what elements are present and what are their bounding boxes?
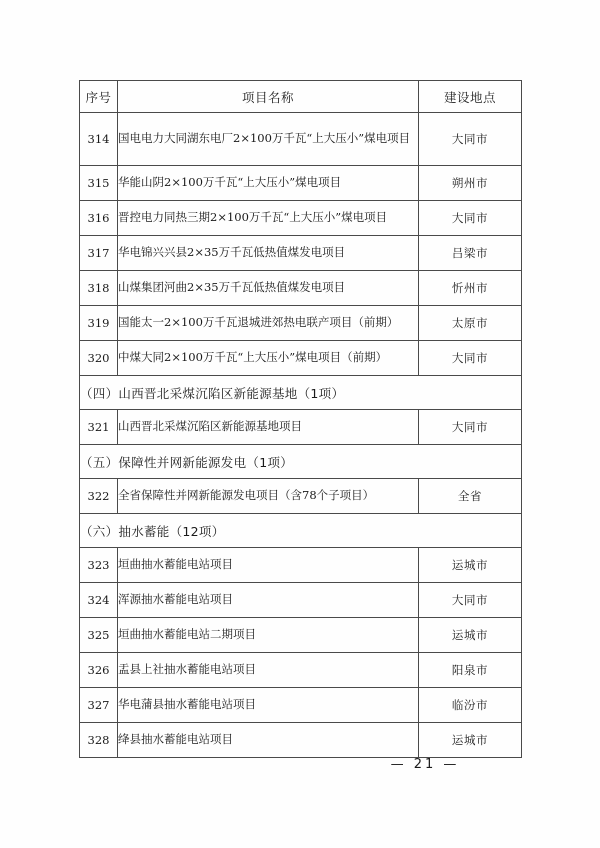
row-number: 321: [80, 410, 118, 445]
table-row: [80, 548, 522, 583]
project-location: 大同市: [419, 341, 522, 376]
row-number: 318: [80, 271, 118, 306]
row-number: 325: [80, 618, 118, 653]
project-location: 大同市: [419, 583, 522, 618]
project-name: 晋控电力同热三期2×100万千瓦“上大压小”煤电项目: [118, 201, 419, 236]
row-number: 327: [80, 688, 118, 723]
table-row: [80, 653, 522, 688]
row-number: 315: [80, 166, 118, 201]
section-title: （四）山西晋北采煤沉陷区新能源基地（1项）: [80, 376, 522, 410]
page-footer: [0, 757, 600, 772]
page-number: — 21 —: [390, 757, 460, 772]
project-location: 大同市: [419, 201, 522, 236]
row-number: 326: [80, 653, 118, 688]
project-name: 山煤集团河曲2×35万千瓦低热值煤发电项目: [118, 271, 419, 306]
column-header-no: 序号: [80, 81, 118, 113]
table-row: [80, 201, 522, 236]
table-header: [80, 81, 522, 113]
table-body: [80, 113, 522, 758]
project-name: 垣曲抽水蓄能电站二期项目: [118, 618, 419, 653]
project-location: 大同市: [419, 410, 522, 445]
row-number: 324: [80, 583, 118, 618]
project-name: 华能山阴2×100万千瓦“上大压小”煤电项目: [118, 166, 419, 201]
project-name: 中煤大同2×100万千瓦“上大压小”煤电项目（前期）: [118, 341, 419, 376]
project-location: 临汾市: [419, 688, 522, 723]
table-row: [80, 113, 522, 166]
table-header-row: [80, 81, 522, 113]
row-number: 328: [80, 723, 118, 758]
section-title: （五）保障性并网新能源发电（1项）: [80, 445, 522, 479]
project-name: 华电锦兴兴县2×35万千瓦低热值煤发电项目: [118, 236, 419, 271]
row-number: 316: [80, 201, 118, 236]
project-name: 浑源抽水蓄能电站项目: [118, 583, 419, 618]
project-name: 垣曲抽水蓄能电站项目: [118, 548, 419, 583]
table-row: [80, 723, 522, 758]
table-row: [80, 341, 522, 376]
project-table-container: [79, 80, 521, 758]
section-title: （六）抽水蓄能（12项）: [80, 514, 522, 548]
row-number: 322: [80, 479, 118, 514]
table-section-header-row: [80, 514, 522, 548]
table-row: [80, 688, 522, 723]
table-row: [80, 271, 522, 306]
project-location: 阳泉市: [419, 653, 522, 688]
project-location: 吕梁市: [419, 236, 522, 271]
project-location: 全省: [419, 479, 522, 514]
project-name: 华电蒲县抽水蓄能电站项目: [118, 688, 419, 723]
project-location: 大同市: [419, 113, 522, 166]
table-row: [80, 166, 522, 201]
project-location: 太原市: [419, 306, 522, 341]
project-name: 山西晋北采煤沉陷区新能源基地项目: [118, 410, 419, 445]
row-number: 319: [80, 306, 118, 341]
table-row: [80, 306, 522, 341]
row-number: 317: [80, 236, 118, 271]
project-name: 国电电力大同湖东电厂2×100万千瓦“上大压小”煤电项目: [118, 113, 419, 166]
project-location: 运城市: [419, 548, 522, 583]
row-number: 320: [80, 341, 118, 376]
project-name: 全省保障性并网新能源发电项目（含78个子项目）: [118, 479, 419, 514]
project-location: 忻州市: [419, 271, 522, 306]
row-number: 314: [80, 113, 118, 166]
project-name: 国能太一2×100万千瓦退城进郊热电联产项目（前期）: [118, 306, 419, 341]
table-row: [80, 236, 522, 271]
table-row: [80, 583, 522, 618]
project-location: 朔州市: [419, 166, 522, 201]
project-location: 运城市: [419, 618, 522, 653]
table-row: [80, 479, 522, 514]
column-header-project-name: 项目名称: [118, 81, 419, 113]
table-row: [80, 410, 522, 445]
project-name: 绛县抽水蓄能电站项目: [118, 723, 419, 758]
column-header-location: 建设地点: [419, 81, 522, 113]
project-location: 运城市: [419, 723, 522, 758]
project-name: 盂县上社抽水蓄能电站项目: [118, 653, 419, 688]
table-section-header-row: [80, 445, 522, 479]
table-section-header-row: [80, 376, 522, 410]
table-row: [80, 618, 522, 653]
row-number: 323: [80, 548, 118, 583]
project-table: [79, 80, 522, 758]
